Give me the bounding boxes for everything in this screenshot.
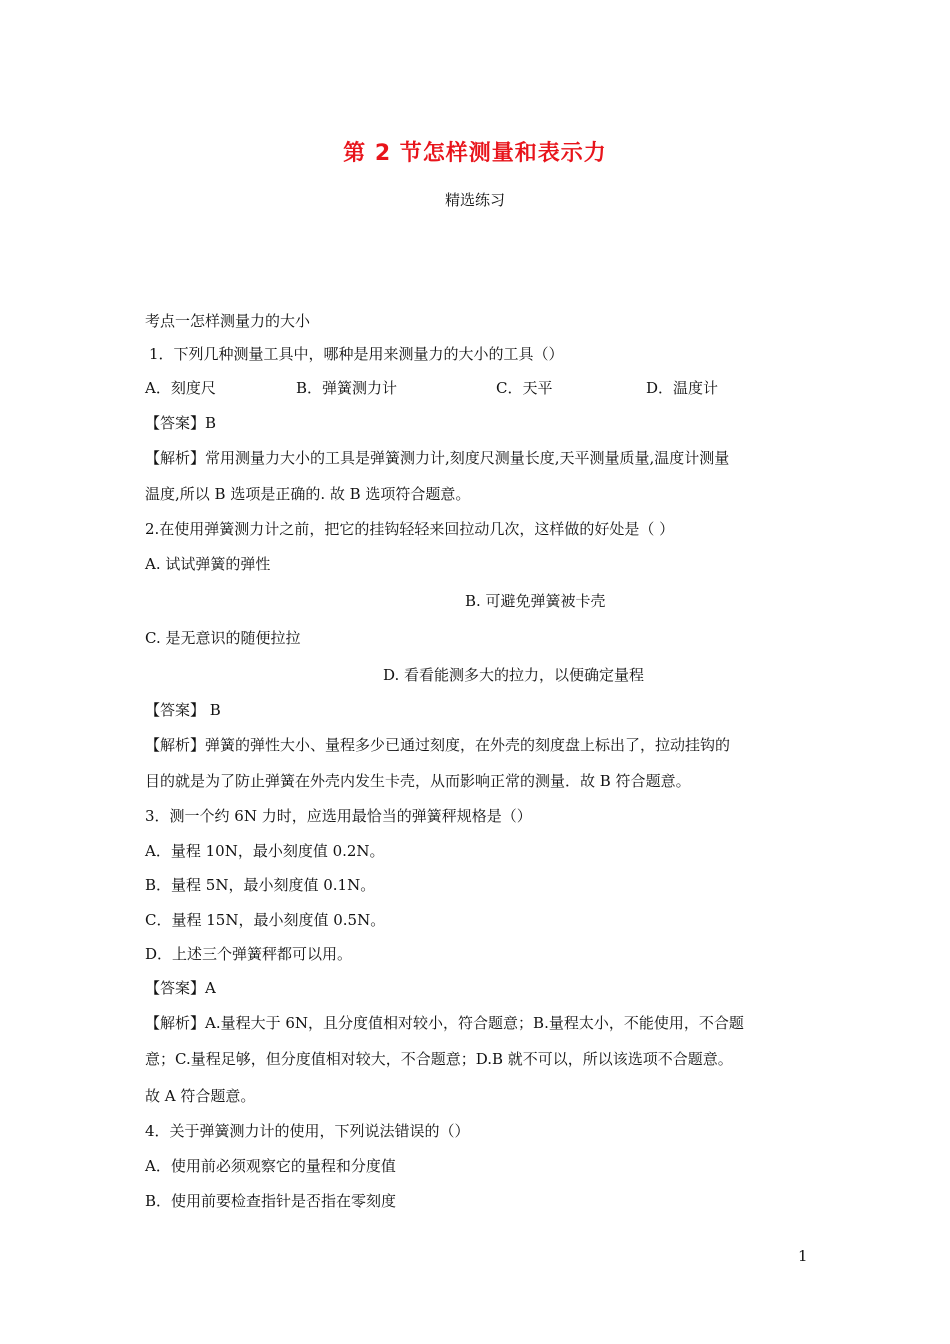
question-1-option-b: B．弹簧测力计 [296, 379, 398, 397]
question-3-option-a: A．量程 10N，最小刻度值 0.2N。 [145, 842, 385, 860]
question-2-option-c: C. 是无意识的随便拉拉 [145, 629, 301, 647]
question-3-option-d: D．上述三个弹簧秤都可以用。 [145, 945, 353, 963]
question-3-option-b: B．量程 5N，最小刻度值 0.1N。 [145, 876, 376, 894]
question-3-analysis-line-3: 故 A 符合题意。 [145, 1087, 256, 1105]
question-1-stem: 1．下列几种测量工具中，哪种是用来测量力的大小的工具（） [149, 345, 564, 363]
page-subtitle: 精选练习 [444, 191, 505, 209]
question-1-answer: 【答案】B [145, 414, 217, 432]
question-3-option-c: C．量程 15N，最小刻度值 0.5N。 [145, 911, 386, 929]
question-4-option-a: A．使用前必须观察它的量程和分度值 [145, 1157, 396, 1175]
question-2-option-b: B. 可避免弹簧被卡壳 [465, 592, 606, 610]
question-1-option-d: D．温度计 [646, 379, 719, 397]
question-3-answer: 【答案】A [145, 979, 216, 997]
question-2-stem: 2.在使用弹簧测力计之前，把它的挂钩轻轻来回拉动几次，这样做的好处是（ ） [145, 520, 675, 538]
question-4-option-b: B．使用前要检查指针是否指在零刻度 [145, 1192, 397, 1210]
question-1-analysis-line-2: 温度,所以 B 选项是正确的. 故 B 选项符合题意。 [145, 485, 471, 503]
question-1-analysis-line-1: 【解析】常用测量力大小的工具是弹簧测力计,刻度尺测量长度,天平测量质量,温度计测量 [145, 449, 730, 467]
question-2-analysis-line-1: 【解析】弹簧的弹性大小、量程多少已通过刻度，在外壳的刻度盘上标出了，拉动挂钩的 [145, 736, 731, 754]
question-2-option-d: D. 看看能测多大的拉力，以便确定量程 [383, 666, 645, 684]
page-number: 1 [798, 1247, 808, 1265]
question-1-option-a: A．刻度尺 [145, 379, 216, 397]
question-3-analysis-line-2: 意；C.量程足够，但分度值相对较大，不合题意；D.B 就不可以，所以该选项不合题意。 [145, 1050, 733, 1068]
question-2-option-a: A. 试试弹簧的弹性 [145, 555, 271, 573]
page-title: 第 2 节怎样测量和表示力 [343, 141, 607, 166]
question-3-stem: 3．测一个约 6N 力时，应选用最恰当的弹簧秤规格是（） [145, 807, 532, 825]
question-3-analysis-line-1: 【解析】A.量程大于 6N，且分度值相对较小，符合题意；B.量程太小，不能使用，不合题 [145, 1014, 744, 1032]
question-4-stem: 4．关于弹簧测力计的使用，下列说法错误的（） [145, 1122, 470, 1140]
question-2-analysis-line-2: 目的就是为了防止弹簧在外壳内发生卡壳，从而影响正常的测量．故 B 符合题意。 [145, 772, 691, 790]
question-1-option-c: C．天平 [496, 379, 553, 397]
section-heading: 考点一怎样测量力的大小 [145, 312, 311, 330]
question-2-answer: 【答案】 B [145, 701, 221, 719]
